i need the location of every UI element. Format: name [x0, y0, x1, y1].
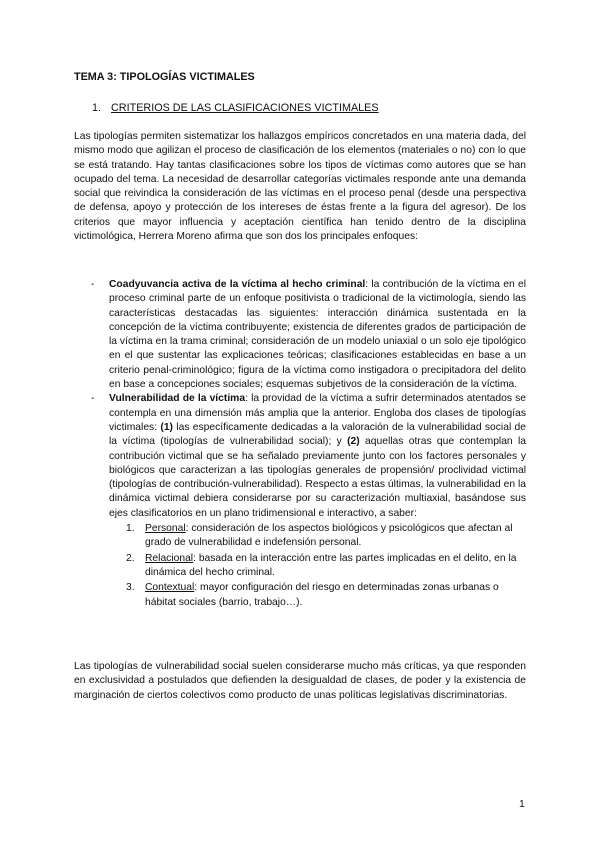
list-item-personal: [109, 522, 526, 551]
sub-number: 1.: [126, 523, 135, 535]
list-item-coadyuvancia: [74, 278, 526, 392]
page-number: 1: [519, 798, 525, 810]
axis-list: [109, 522, 526, 610]
sub-number: 3.: [126, 582, 135, 594]
sub-text: : basada en la interacción entre las partes implicadas en el delito, en la dinámica del hecho criminal.: [145, 552, 517, 578]
intro-paragraph: Las tipologías permiten sistematizar los hallazgos empíricos concretados en una materia dada, del mismo modo que agilizan el proceso de clasificación de los elementos (materiales o no) con lo que se está tratando. Hay tantas clasificaciones sobre los tipos de víctimas como autores que se han ocupado del tema. La necesidad de desarrollar categorías victimales responde ante una demanda social que reivindica la consideración de las víctimas en el proceso penal (desde una perspectiva de defensa, apoyo y protección de los intereses de éstas frente a la figura del agresor). De los criterios que mayor influencia y aceptación científica han tenido dentro de la disciplina victimológica, Herrera Moreno afirma que son dos los principales enfoques:: [74, 131, 526, 243]
sub-number: 2.: [126, 552, 135, 564]
marker-1: (1): [160, 421, 173, 433]
bullet-text-c: aquellas otras que contemplan la contribución victimal que se ha señalado previamente junto con los factores personales y biológicos que caracterizan a las tipologías generales de propensión/ proclividad victimal (tipologías de contribución-vulnerabilidad). Respecto a estas últimas, la vulnerabilidad en la dinámica victimal debiera considerarse por su caracterización multiaxial, basándose sus ejes clasificatorios en un plano tridimensional e interactivo, a saber:: [109, 436, 526, 519]
bullet-dash: -: [91, 279, 95, 290]
list-item-contextual: [109, 581, 526, 610]
closing-paragraph: Las tipologías de vulnerabilidad social suelen considerarse mucho más críticas, ya que responden en exclusividad a postulados que defienden la desigualdad de clases, de poder y la existencia de marginación de ciertos colectivos como producto de unas políticas legislativas discriminatorias.: [74, 661, 526, 701]
sub-label: Relacional: [145, 552, 194, 564]
list-item-vulnerabilidad: [74, 392, 526, 609]
bullet-term: Coadyuvancia activa de la víctima al hecho criminal: [109, 279, 366, 290]
marker-2: (2): [347, 436, 360, 448]
list-item-relacional: [109, 552, 526, 581]
sub-label: Personal: [145, 523, 186, 535]
bullet-dash: -: [91, 393, 95, 405]
sub-text: : consideración de los aspectos biológicos y psicológicos que afectan al grado de vulnerabilidad e indefensión personal.: [145, 523, 513, 549]
approach-list: [74, 278, 526, 611]
document-title: TEMA 3: TIPOLOGÍAS VICTIMALES: [74, 71, 255, 83]
section-heading-text: CRITERIOS DE LAS CLASIFICACIONES VICTIMALES: [111, 102, 379, 114]
bullet-term: Vulnerabilidad de la víctima: [109, 393, 246, 405]
bullet-text-b: las específicamente dedicadas a la valoración de la vulnerabilidad social de la víctima (tipologías de vulnerabilidad social); y: [109, 421, 527, 448]
sub-text: : mayor configuración del riesgo en determinadas zonas urbanas o hábitat sociales (barrio, trabajo…).: [145, 582, 499, 608]
bullet-text-a: : la providad de la víctima a sufrir determinados atentados se contempla en una dimensión más amplia que la anterior. Engloba dos clases de tipologías victimales:: [109, 393, 526, 433]
bullet-text: : la contribución de la víctima en el proceso criminal parte de un enfoque positivista o tradicional de la victimología, siendo las características destacadas las siguientes: interacción dinámica sustentada en la concepción de la víctima contribuyente; existencia de diferentes grados de participación de la víctima en la trama criminal; consideración de un modelo uniaxial o un solo eje tipológico en el que sustentar las explicaciones teóricas; clasificaciones establecidas en base a un criterio penal-criminológico; figura de la víctima como instigadora o precipitadora del delito en base a concepciones sociales; esquemas subjetivos de la consideración de la víctima.: [109, 279, 526, 391]
section-heading: [92, 101, 379, 115]
section-number: 1.: [92, 102, 102, 114]
sub-label: Contextual: [145, 582, 195, 594]
